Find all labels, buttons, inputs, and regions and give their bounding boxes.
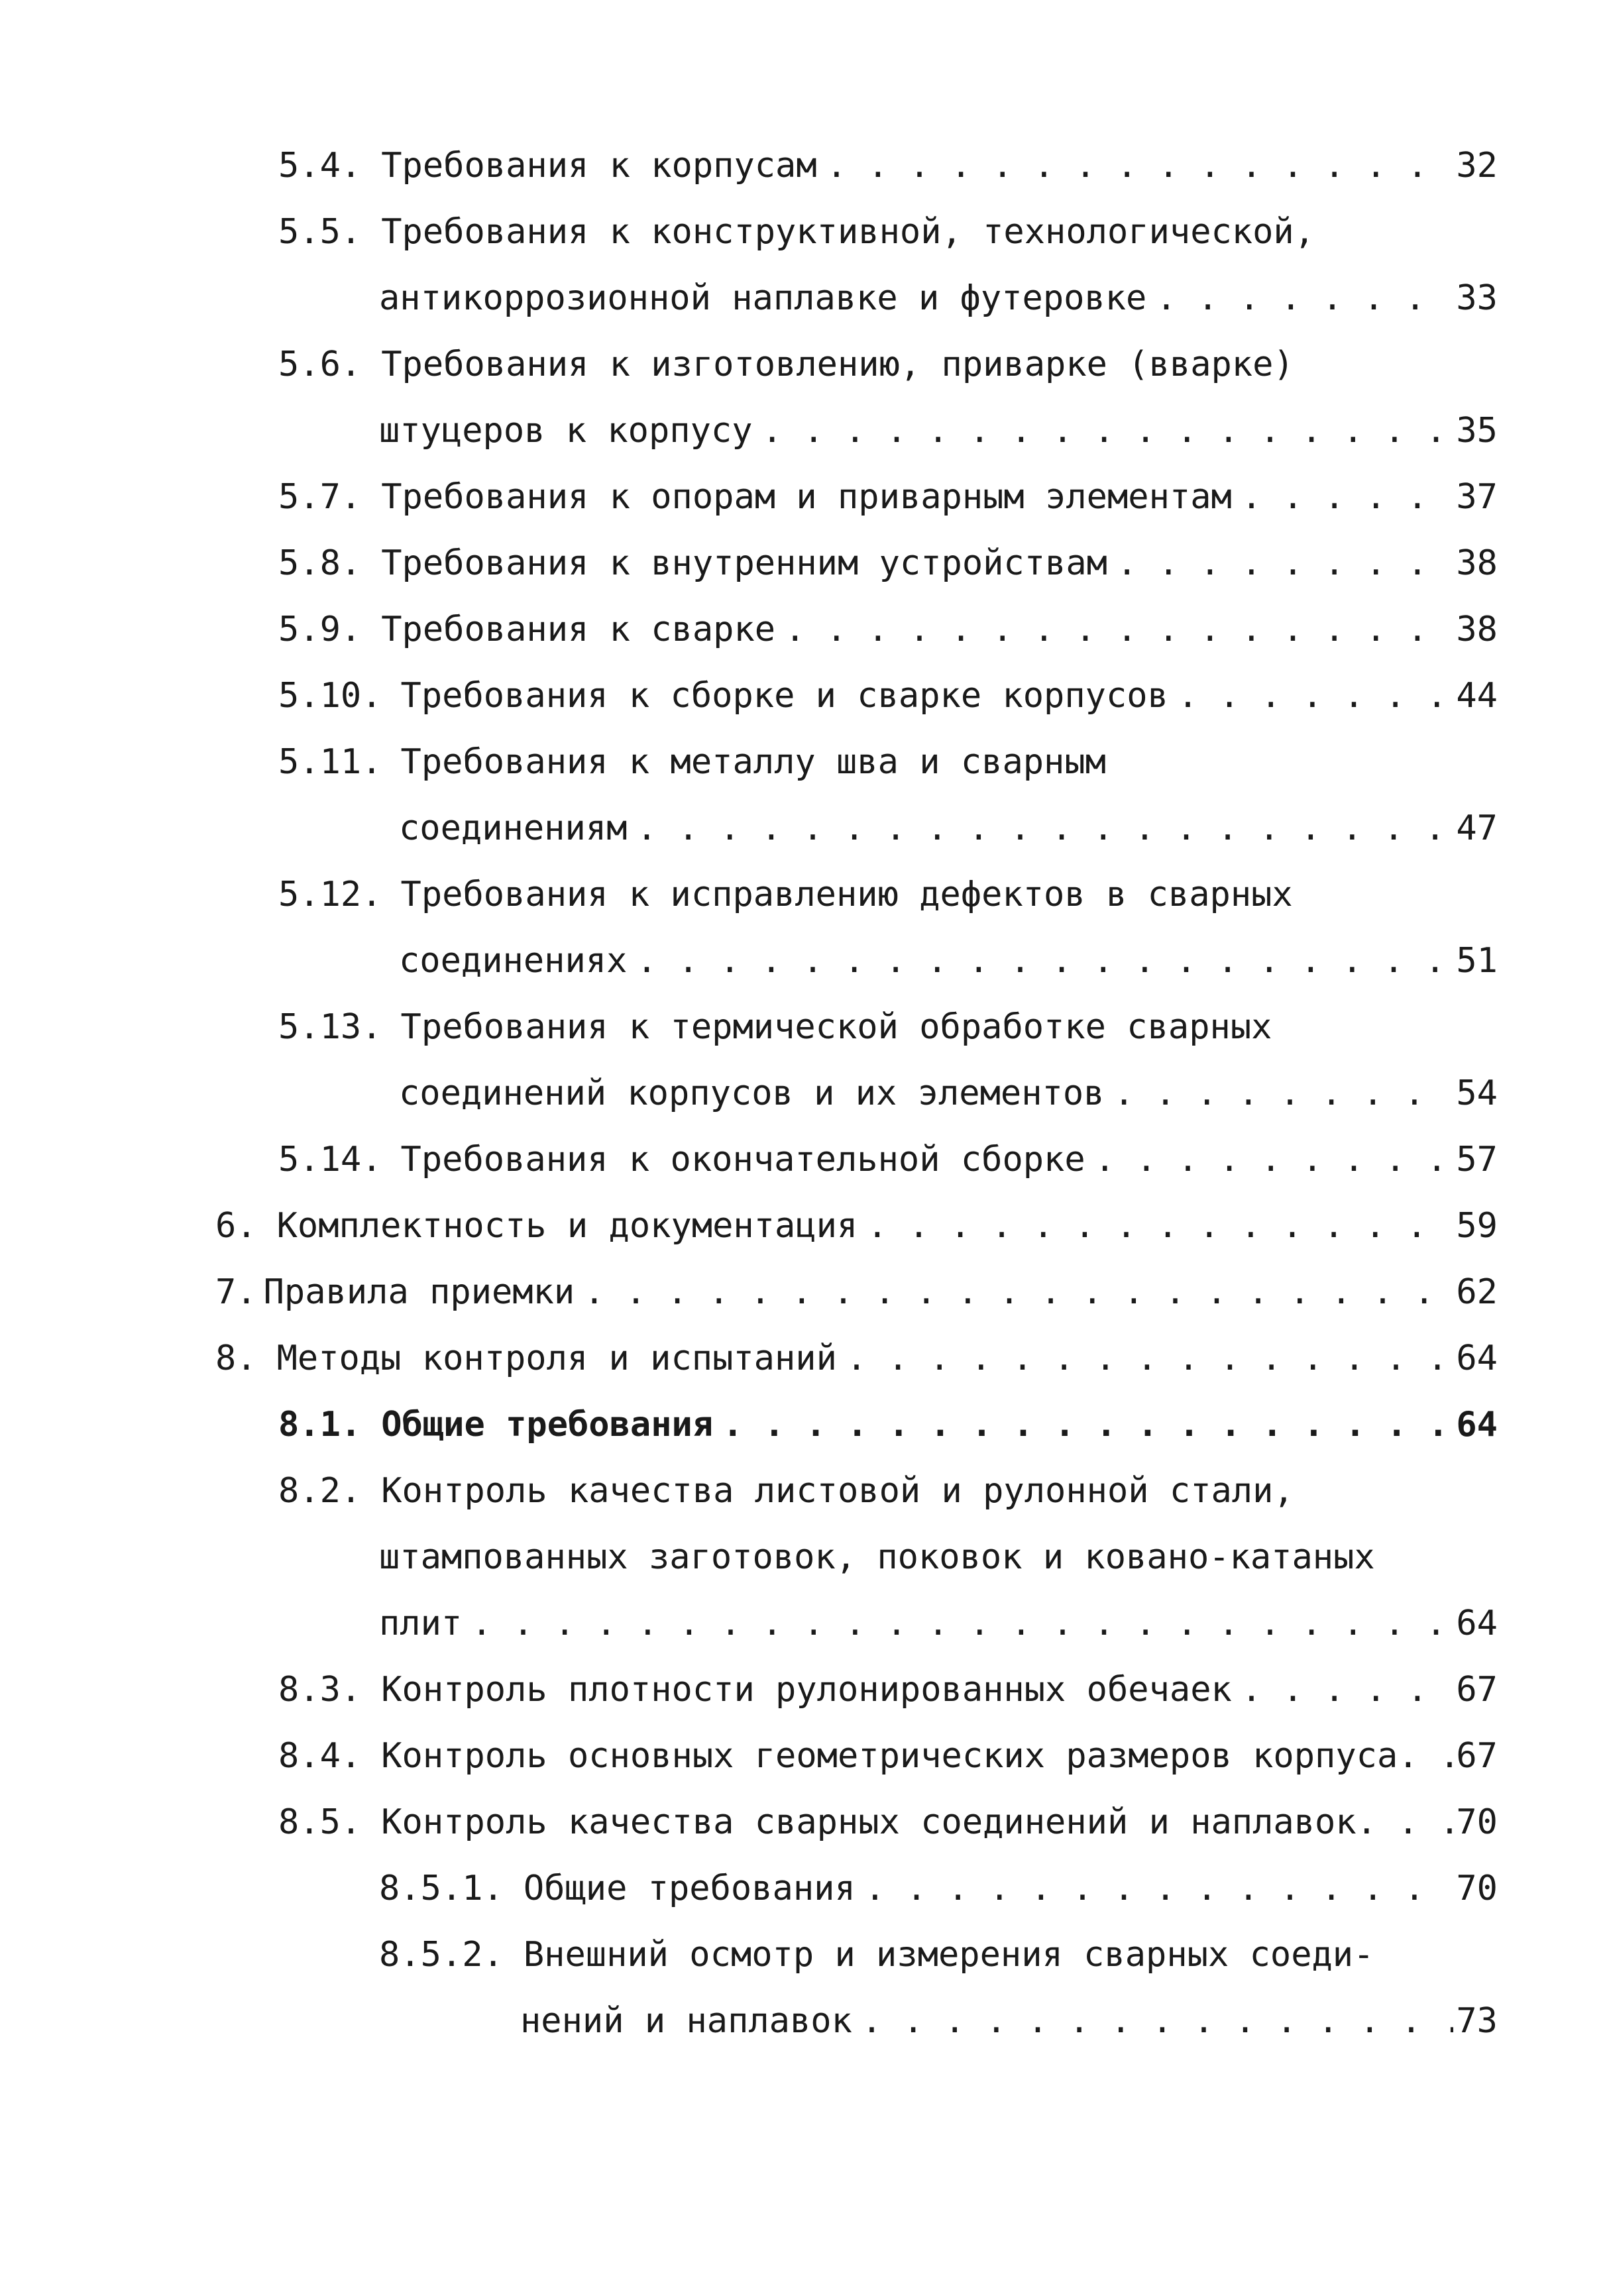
toc-page: 47 [1456,808,1498,848]
toc-leader [636,802,1453,855]
toc-title: Контроль основных геометрических размеров корпуса [381,1736,1398,1776]
toc-number: 5.6. [278,345,362,384]
toc-leader [1398,1729,1453,1782]
toc-entry-5-13-cont [399,1067,1498,1120]
toc-leader [722,1398,1453,1451]
toc-entry-5-12-cont [399,934,1498,987]
toc-number: 5.12. [278,875,382,914]
toc-page: 62 [1456,1272,1498,1312]
toc-page: 70 [1456,1869,1498,1908]
toc-page: 73 [1456,2001,1498,2041]
toc-title-continued: соединениях [399,941,628,981]
toc-entry-8 [215,1332,1498,1385]
toc-entry-8-4 [278,1729,1498,1782]
toc-title: Требования к конструктивной, технологической, [381,212,1315,252]
toc-entry-5-10 [278,669,1498,722]
toc-entry-5-12 [278,868,1498,921]
toc-leader [1113,1067,1453,1120]
toc-number: 5.5. [278,212,362,252]
toc-leader [785,603,1453,656]
toc-page: 38 [1456,543,1498,583]
toc-entry-5-4 [278,139,1498,192]
toc-number: 5.4. [278,146,362,186]
toc-title: Внешний осмотр и измерения сварных соеди- [523,1935,1374,1975]
toc-leader [865,1862,1454,1915]
toc-title: Требования к исправлению дефектов в сварных [400,875,1293,914]
toc-leader [1156,272,1453,325]
toc-number: 5.14. [278,1140,382,1179]
toc-page: 70 [1456,1802,1498,1842]
toc-leader [861,1995,1453,2048]
toc-title-continued: нений и наплавок [520,2001,852,2041]
toc-title: Правила приемки [263,1272,575,1312]
toc-title: Требования к изготовлению, приварке (вварке) [381,345,1294,384]
toc-title: Требования к сварке [381,610,776,649]
toc-title: Требования к термической обработке сварных [400,1007,1272,1047]
toc-entry-8-2-cont [379,1597,1498,1650]
toc-title-continued: штуцеров к корпусу [379,411,753,451]
toc-number: 5.7. [278,477,362,517]
toc-number: 8.1. [278,1405,362,1445]
toc-title-continued: соединениям [399,808,628,848]
toc-leader [846,1332,1453,1385]
toc-page: 32 [1456,146,1498,186]
toc-entry-5-6-cont [379,404,1498,457]
toc-leader [1241,470,1454,523]
toc-entry-5-11-cont [399,802,1498,855]
toc-leader [1357,1796,1454,1849]
toc-title-continued: соединений корпусов и их элементов [399,1073,1105,1113]
toc-title: Методы контроля и испытаний [276,1339,837,1378]
toc-leader [1241,1663,1454,1716]
toc-leader [826,139,1454,192]
toc-title: Контроль качества сварных соединений и наплавок [381,1802,1357,1842]
toc-entry-6 [215,1199,1498,1252]
toc-entry-5-6 [278,338,1498,391]
toc-entry-5-9 [278,603,1498,656]
toc-number: 5.10. [278,676,382,716]
toc-number: 5.9. [278,610,362,649]
toc-entry-8-5 [278,1796,1498,1849]
toc-page: 51 [1456,941,1498,981]
toc-number: 8.2. [278,1471,362,1511]
toc-title: Требования к сборке и сварке корпусов [400,676,1168,716]
toc-leader [762,404,1454,457]
toc-number: 8.5. [278,1802,362,1842]
toc-title: Требования к опорам и приварным элементам [381,477,1232,517]
toc-title-continued: штампованных заготовок, поковок и ковано-катаных [379,1537,1375,1577]
toc-number: 8.5.1. [379,1869,504,1908]
toc-entry-5-5-cont [379,272,1498,325]
toc-page: 38 [1456,610,1498,649]
toc-title: Требования к металлу шва и сварным [400,742,1106,782]
toc-number: 8.4. [278,1736,362,1776]
toc-title: Требования к корпусам [381,146,817,186]
toc-entry-5-5 [278,205,1498,258]
toc-page: 57 [1456,1140,1498,1179]
toc-leader [584,1266,1453,1319]
toc-number: 6. [215,1206,257,1246]
toc-leader [867,1199,1453,1252]
toc-page: 54 [1456,1073,1498,1113]
toc-page: 37 [1456,477,1498,517]
toc-leader [1178,669,1453,722]
toc-entry-5-14 [278,1133,1498,1186]
toc-number: 8.3. [278,1670,362,1710]
toc-title: Общие требования [523,1869,856,1908]
toc-page: 64 [1456,1405,1498,1445]
toc-entry-8-2 [278,1464,1498,1517]
toc-entry-5-7 [278,470,1498,523]
toc-number: 5.11. [278,742,382,782]
toc-page: 33 [1456,278,1498,318]
toc-entry-8-2-cont1 [379,1531,1498,1584]
toc-title: Комплектность и документация [276,1206,858,1246]
toc-entry-8-1 [278,1398,1498,1451]
toc-title-continued: плит [379,1604,463,1643]
toc-entry-5-13 [278,1001,1498,1054]
toc-title: Требования к окончательной сборке [400,1140,1085,1179]
toc-title: Контроль плотности рулонированных обечаек [381,1670,1232,1710]
toc-leader [1095,1133,1454,1186]
toc-page: 67 [1456,1736,1498,1776]
toc-title: Общие требования [381,1405,714,1445]
toc-entry-8-5-2 [379,1928,1498,1981]
toc-number: 8. [215,1339,257,1378]
toc-number: 8.5.2. [379,1935,504,1975]
toc-entry-8-3 [278,1663,1498,1716]
toc-page: 59 [1456,1206,1498,1246]
toc-number: 7. [215,1272,257,1312]
toc-number: 5.8. [278,543,362,583]
toc-entry-5-8 [278,537,1498,590]
toc-page: 64 [1456,1339,1498,1378]
toc-entry-5-11 [278,736,1498,789]
toc-title-continued: антикоррозионной наплавке и футеровке [379,278,1147,318]
toc-number: 5.13. [278,1007,382,1047]
toc-leader [1117,537,1453,590]
toc-entry-7 [215,1266,1498,1319]
toc-entry-8-5-1 [379,1862,1498,1915]
toc-page: 64 [1456,1604,1498,1643]
toc-page: 44 [1456,676,1498,716]
toc-entry-8-5-2-cont [520,1995,1498,2048]
toc-leader [471,1597,1453,1650]
toc-title: Требования к внутренним устройствам [381,543,1107,583]
toc-leader [636,934,1453,987]
toc-page: 67 [1456,1670,1498,1710]
toc-title: Контроль качества листовой и рулонной стали, [381,1471,1294,1511]
toc-page: 35 [1456,411,1498,451]
